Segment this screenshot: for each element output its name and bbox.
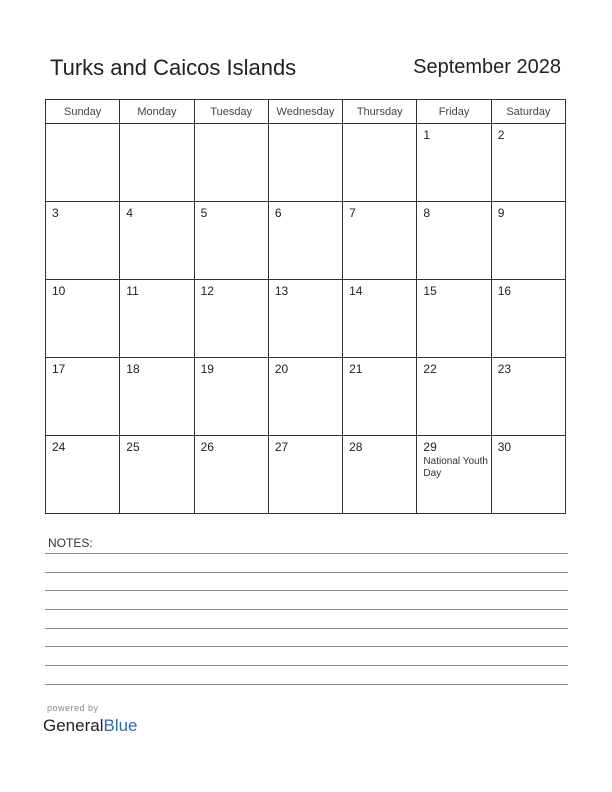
day-cell — [268, 202, 342, 280]
day-number: 16 — [497, 284, 512, 298]
day-number: 19 — [200, 362, 214, 376]
notes-line — [45, 590, 568, 591]
day-cell — [194, 202, 268, 280]
day-cell — [268, 358, 342, 436]
week-row — [46, 280, 566, 358]
day-number: 11 — [126, 284, 139, 298]
day-number: 20 — [274, 362, 289, 376]
day-number: 5 — [200, 206, 208, 220]
day-cell — [120, 358, 194, 436]
notes-line — [45, 609, 568, 610]
day-number: 30 — [497, 440, 512, 454]
notes-line — [45, 646, 568, 647]
notes-line — [45, 684, 568, 685]
day-cell — [491, 358, 565, 436]
calendar-grid — [45, 99, 566, 514]
week-row — [46, 124, 566, 202]
day-cell — [46, 436, 120, 514]
week-row — [46, 202, 566, 280]
day-number: 25 — [126, 440, 140, 454]
weekday-monday: Monday — [120, 100, 194, 124]
weekday-sunday: Sunday — [46, 100, 120, 124]
day-cell — [268, 436, 342, 514]
day-cell — [417, 202, 491, 280]
day-number: 7 — [349, 206, 356, 220]
day-number: 24 — [52, 440, 66, 454]
day-number: 12 — [200, 284, 214, 298]
day-cell — [46, 280, 120, 358]
notes-line — [45, 572, 568, 573]
day-cell — [194, 280, 268, 358]
day-cell — [417, 436, 491, 514]
notes-line — [45, 628, 568, 629]
day-cell — [491, 436, 565, 514]
day-cell — [268, 280, 342, 358]
day-cell — [120, 280, 194, 358]
day-cell — [46, 124, 120, 202]
day-number: 6 — [274, 206, 282, 220]
day-number: 22 — [423, 362, 437, 376]
day-number: 10 — [52, 284, 66, 298]
day-number: 8 — [423, 206, 431, 220]
weekday-header-row — [46, 100, 566, 124]
day-number: 9 — [497, 206, 505, 220]
weekday-wednesday: Wednesday — [268, 100, 342, 124]
day-cell — [343, 124, 417, 202]
month-label: September 2028 — [413, 56, 561, 78]
day-number: 14 — [349, 284, 363, 298]
day-cell — [268, 124, 342, 202]
day-cell — [194, 358, 268, 436]
generalblue-logo — [43, 716, 138, 736]
day-cell — [46, 202, 120, 280]
day-cell — [120, 202, 194, 280]
day-cell — [343, 436, 417, 514]
calendar-title: Turks and Caicos Islands — [50, 55, 297, 80]
day-number: 17 — [52, 362, 66, 376]
day-cell — [343, 202, 417, 280]
week-row — [46, 436, 566, 514]
day-number: 3 — [52, 206, 59, 220]
day-cell — [417, 280, 491, 358]
weekday-saturday: Saturday — [491, 100, 565, 124]
day-number: 2 — [497, 128, 505, 142]
day-cell — [343, 280, 417, 358]
day-cell — [417, 124, 491, 202]
day-cell — [46, 358, 120, 436]
powered-by-text: powered by — [47, 703, 99, 713]
week-row — [46, 358, 566, 436]
day-number: 18 — [126, 362, 140, 376]
day-number: 21 — [349, 362, 363, 376]
day-cell — [194, 124, 268, 202]
day-number: 27 — [274, 440, 289, 454]
day-number: 29 — [423, 440, 437, 454]
day-cell — [120, 436, 194, 514]
day-number: 4 — [126, 206, 133, 220]
day-cell — [491, 202, 565, 280]
day-cell — [343, 358, 417, 436]
day-cell — [120, 124, 194, 202]
day-cell — [194, 436, 268, 514]
day-number: 23 — [497, 362, 512, 376]
day-number: 13 — [274, 284, 289, 298]
day-cell — [491, 280, 565, 358]
day-number: 26 — [200, 440, 214, 454]
day-cell — [417, 358, 491, 436]
notes-line — [45, 665, 568, 666]
weekday-friday: Friday — [417, 100, 491, 124]
notes-label: NOTES: — [48, 536, 93, 550]
logo-general-text: General — [43, 716, 104, 735]
day-number: 28 — [349, 440, 363, 454]
day-number: 15 — [423, 284, 437, 298]
day-number: 1 — [423, 128, 431, 142]
day-cell — [491, 124, 565, 202]
notes-line — [45, 553, 568, 554]
holiday-label: National Youth Day — [423, 456, 488, 479]
weekday-tuesday: Tuesday — [194, 100, 268, 124]
logo-blue-text: Blue — [103, 716, 138, 735]
weekday-thursday: Thursday — [343, 100, 417, 124]
